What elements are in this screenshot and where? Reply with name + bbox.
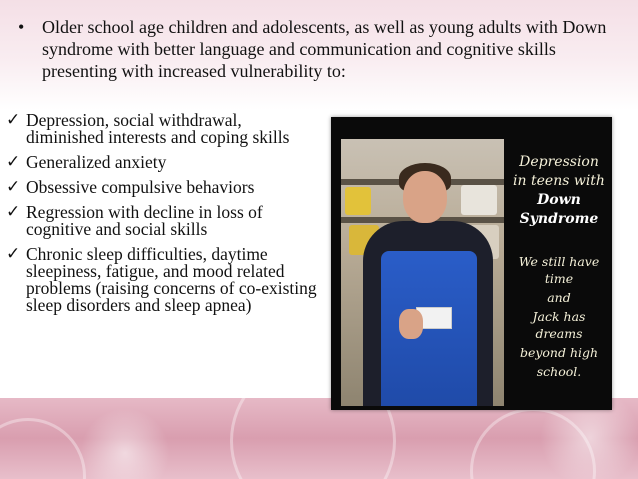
person-hand [399, 309, 423, 339]
checklist-item [4, 179, 322, 196]
photo-scene [341, 139, 504, 406]
photo-caption [511, 153, 607, 380]
decorative-orb [540, 398, 638, 479]
person-head [403, 171, 447, 223]
checkmark-icon: ✓ [6, 177, 21, 197]
caption-body-line: Jack has dreams [532, 309, 586, 341]
checklist-item [4, 246, 322, 314]
checklist-item [4, 154, 322, 171]
intro-text: Older school age children and adolescents, as well as young adults with Down syndrome with better language and communication and cognitive skills presenting with increased vulnerability to: [42, 17, 607, 81]
produce-box [345, 187, 371, 215]
decorative-ring [230, 398, 396, 479]
intro-bullet-paragraph [18, 16, 618, 82]
caption-body-line: and [547, 290, 571, 305]
checklist-item-text: Chronic sleep difficulties, daytime sleepiness, fatigue, and mood related problems (raising concerns of co-existing sleep disorders and sleep apnea) [26, 244, 317, 315]
checklist-item-text: Depression, social withdrawal, diminished interests and coping skills [26, 110, 290, 147]
checkmark-icon: ✓ [6, 202, 21, 222]
caption-body-line: school. [536, 364, 582, 379]
checklist-item-text: Regression with decline in loss of cognitive and social skills [26, 202, 263, 239]
decorative-orb [80, 408, 170, 479]
checkmark-icon: ✓ [6, 244, 21, 264]
caption-body-line: We still have time [518, 254, 600, 286]
checklist-item [4, 112, 322, 146]
photo-depression-teens [331, 117, 612, 410]
caption-title-line: in teens with [513, 173, 605, 189]
symptom-checklist [4, 112, 322, 322]
slide-footer-band [0, 398, 638, 479]
caption-title-line: Depression [519, 154, 599, 170]
caption-title-line: Down Syndrome [519, 192, 599, 227]
checkmark-icon: ✓ [6, 110, 21, 130]
bullet-marker: • [18, 17, 25, 37]
checklist-item-text: Obsessive compulsive behaviors [26, 177, 255, 197]
checklist-item [4, 204, 322, 238]
checkmark-icon: ✓ [6, 152, 21, 172]
decorative-ring [0, 418, 86, 479]
produce-box [461, 185, 497, 215]
caption-body-line: beyond high [519, 345, 599, 360]
checklist-item-text: Generalized anxiety [26, 152, 167, 172]
caption-spacer [511, 229, 607, 251]
